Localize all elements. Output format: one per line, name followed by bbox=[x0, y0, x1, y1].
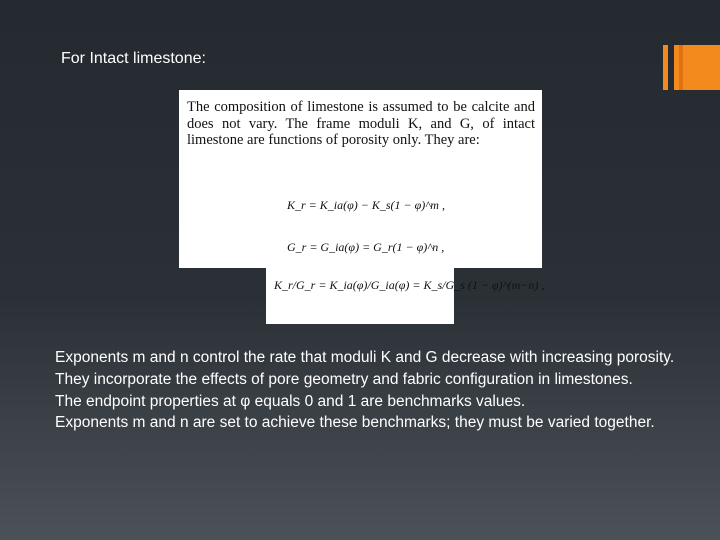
equation-ratio: K_r/G_r = K_ia(φ)/G_ia(φ) = K_s/G_s (1 − φ)^(m−n) , bbox=[274, 278, 545, 292]
equation-ratio-box bbox=[266, 268, 545, 324]
equation-k: K_r = K_ia(φ) − K_s(1 − φ)^m , bbox=[287, 198, 445, 212]
paragraph-1: Exponents m and n control the rate that moduli K and G decrease with increasing porosity. bbox=[55, 349, 675, 366]
paragraph-3: The endpoint properties at φ equals 0 and 1 are benchmarks values. bbox=[55, 392, 526, 410]
accent-bar-thick bbox=[674, 45, 720, 90]
equation-g: G_r = G_ia(φ) = G_r(1 − φ)^n , bbox=[287, 240, 445, 254]
excerpt-image bbox=[179, 90, 542, 268]
body-text bbox=[55, 347, 705, 434]
paragraph-2: They incorporate the effects of pore geometry and fabric configuration in limestones. bbox=[55, 370, 633, 388]
excerpt-text: The composition of limestone is assumed to be calcite and does not vary. The frame moduli K, and G, of intact limestone are functions of porosity only. They are: bbox=[187, 99, 535, 148]
paragraph-4: Exponents m and n are set to achieve these benchmarks; they must be varied together. bbox=[55, 414, 655, 432]
accent-bar-thin bbox=[663, 45, 668, 90]
slide-heading: For Intact limestone: bbox=[61, 50, 206, 67]
